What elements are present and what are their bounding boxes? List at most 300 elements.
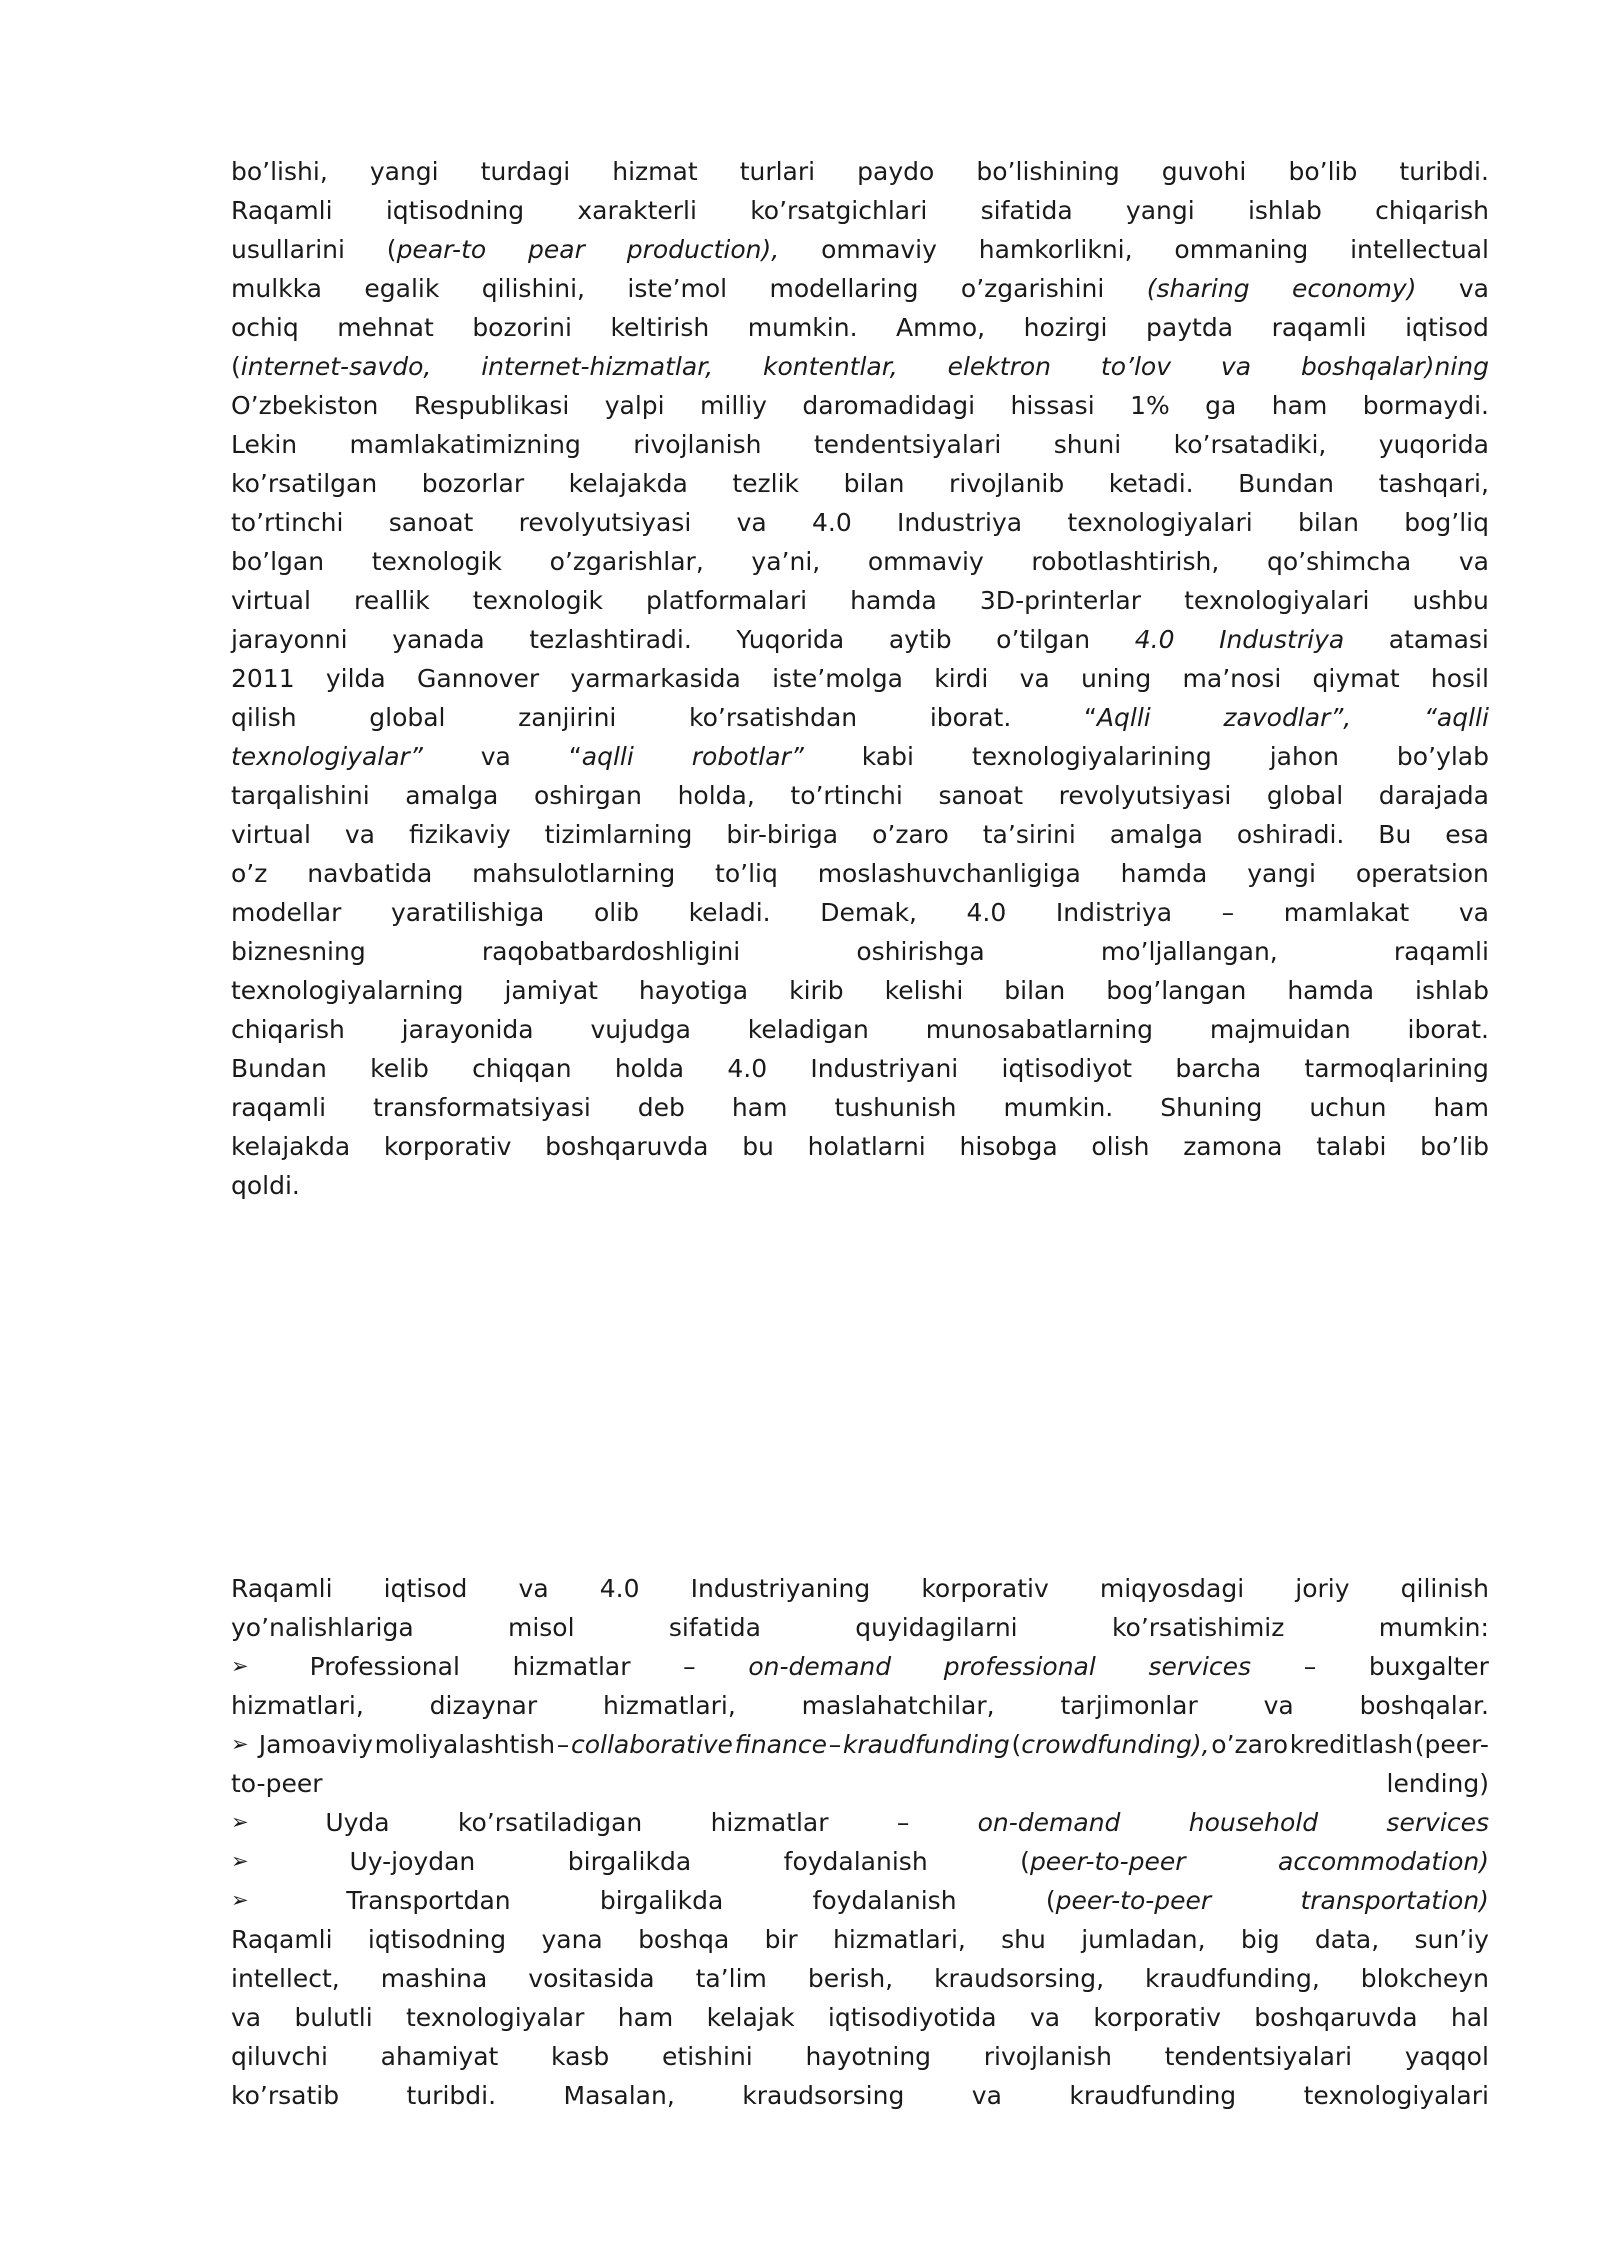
word: economy) — [1291, 274, 1417, 303]
word: iste’mol — [627, 274, 728, 303]
word: kraudfunding — [842, 1730, 1010, 1759]
word: (peer- — [1414, 1730, 1489, 1759]
word: yaqqol — [1404, 2042, 1489, 2071]
text-line — [231, 503, 1489, 542]
bullet-arrow-icon: ➢ — [231, 1888, 249, 1912]
word: yuqorida — [1378, 430, 1489, 459]
word: Industriyani — [810, 1054, 959, 1083]
word: yilda — [325, 664, 386, 693]
word: berish, — [807, 1964, 894, 1993]
word: ta’sirini — [982, 820, 1076, 849]
word: keladigan — [747, 1015, 869, 1044]
word: texnologiyalari — [1184, 586, 1370, 615]
word: bilan — [843, 469, 905, 498]
word: virtual — [231, 820, 311, 849]
word: 3D-printerlar — [979, 586, 1142, 615]
word: “aqlli — [568, 742, 634, 771]
word: 4.0 — [727, 1054, 768, 1083]
word: Raqamli — [231, 196, 333, 225]
text-line — [231, 1998, 1489, 2037]
word: Raqamli — [231, 1925, 333, 1954]
word: turdagi — [480, 157, 571, 186]
word: munosabatlarning — [925, 1015, 1154, 1044]
word: va — [1029, 2003, 1061, 2032]
word: 4.0 — [599, 1574, 640, 1603]
word: misol — [507, 1613, 575, 1642]
word: amalga — [405, 781, 499, 810]
word: tendentsiyalari — [813, 430, 1002, 459]
word: Masalan, — [563, 2081, 675, 2110]
word: hissasi — [1010, 391, 1095, 420]
word: Jamoaviy — [258, 1730, 373, 1759]
word: – — [683, 1652, 696, 1681]
word: qilishini, — [481, 274, 585, 303]
word: texnologik — [472, 586, 603, 615]
word: shu — [1001, 1925, 1046, 1954]
word: rivojlanish — [633, 430, 762, 459]
word: bo’lib — [1288, 157, 1358, 186]
word: keltirish — [610, 313, 710, 342]
word: boshqalar. — [1359, 1691, 1489, 1720]
word: yaratilishiga — [390, 898, 545, 927]
word: iste’molga — [772, 664, 903, 693]
word: iborat. — [1407, 1015, 1489, 1044]
word: va — [1220, 352, 1252, 381]
word: bilan — [1298, 508, 1359, 537]
word: texnologiyalari — [1067, 508, 1253, 537]
word: tezlik — [732, 469, 800, 498]
word: va — [1458, 274, 1489, 303]
word: (sharing — [1146, 274, 1250, 303]
word: qilish — [231, 703, 297, 732]
word: Ammo, — [896, 313, 986, 342]
text-line — [231, 269, 1489, 308]
word: jarayonida — [401, 1015, 534, 1044]
text-line — [231, 1049, 1489, 1088]
word: foydalanish — [783, 1847, 928, 1876]
word: ketadi. — [1108, 469, 1194, 498]
word: ko’rsatadiki, — [1173, 430, 1327, 459]
text-line — [231, 1608, 1489, 1647]
word: services — [1148, 1652, 1252, 1681]
word: turibdi. — [1399, 157, 1489, 186]
word: Shuning — [1160, 1093, 1263, 1122]
word: hal — [1450, 2003, 1489, 2032]
word: pear — [528, 235, 585, 264]
word: joriy — [1295, 1574, 1350, 1603]
word: mumkin: — [1378, 1613, 1489, 1642]
word: ya’ni, — [751, 547, 821, 576]
word: on-demand — [977, 1808, 1121, 1837]
word: mamlakatimizning — [349, 430, 581, 459]
word: ommaning — [1174, 235, 1309, 264]
word: zanjirini — [518, 703, 617, 732]
word: ham — [1271, 391, 1328, 420]
word: yangi — [1247, 859, 1316, 888]
word: texnologiyalari — [1303, 2081, 1489, 2110]
word: ma’nosi — [1182, 664, 1282, 693]
word: ochiq — [231, 313, 299, 342]
text-line — [231, 1569, 1489, 1608]
word: iqtisodiyotida — [827, 2003, 997, 2032]
word: korporativ — [383, 1132, 512, 1161]
word: bog’liq — [1404, 508, 1489, 537]
word: qoldi. — [231, 1171, 300, 1200]
word: kelib — [370, 1054, 429, 1083]
word: transformatsiyasi — [373, 1093, 591, 1122]
word: milliy — [700, 391, 767, 420]
word: qiymat — [1312, 664, 1400, 693]
word: iqtisodning — [367, 1925, 507, 1954]
word: mehnat — [337, 313, 434, 342]
word: platformalari — [646, 586, 808, 615]
word: mamlakat — [1283, 898, 1410, 927]
word: talabi — [1316, 1132, 1387, 1161]
word: mashina — [380, 1964, 488, 1993]
text-line — [231, 347, 1489, 386]
word: kirib — [789, 976, 844, 1005]
word: foydalanish — [812, 1886, 957, 1915]
word: ahamiyat — [380, 2042, 499, 2071]
word: to’rtinchi — [790, 781, 903, 810]
word: O’zbekiston — [231, 391, 379, 420]
word: iborat. — [929, 703, 1012, 732]
word: bo’lishi, — [231, 157, 328, 186]
text-line — [231, 971, 1489, 1010]
word: tashqari, — [1378, 469, 1489, 498]
word: revolyutsiyasi — [1058, 781, 1232, 810]
word: va — [736, 508, 767, 537]
word: sifatida — [668, 1613, 761, 1642]
word: holatlarni — [807, 1132, 926, 1161]
word: kasb — [551, 2042, 610, 2071]
word: bozorlar — [421, 469, 525, 498]
word: global — [369, 703, 446, 732]
word: Uy-joydan — [349, 1847, 476, 1876]
word: fizikaviy — [408, 820, 511, 849]
word: maslahatchilar, — [801, 1691, 995, 1720]
word: ko’rsatgichlari — [750, 196, 928, 225]
word: amalga — [1109, 820, 1203, 849]
word: hamda — [1120, 859, 1208, 888]
word: kirdi — [934, 664, 989, 693]
word: esa — [1445, 820, 1489, 849]
bullet-arrow-icon: ➢ — [231, 1654, 249, 1678]
word: tushunish — [834, 1093, 957, 1122]
paragraph-industry-examples — [231, 1569, 1489, 2115]
word: modellar — [231, 898, 342, 927]
word: hizmat — [612, 157, 698, 186]
word: Lekin — [231, 430, 298, 459]
word: va — [518, 1574, 549, 1603]
word: kreditlash — [1289, 1730, 1414, 1759]
word: ham — [617, 2003, 674, 2032]
word: Indistriya — [1055, 898, 1173, 927]
word: korporativ — [921, 1574, 1049, 1603]
word: boshqalar)ning — [1300, 352, 1489, 381]
word: barcha — [1175, 1054, 1262, 1083]
word: ko’rsatishimiz — [1111, 1613, 1285, 1642]
word: Industriya — [897, 508, 1023, 537]
word: mahsulotlarning — [472, 859, 676, 888]
word: darajada — [1378, 781, 1489, 810]
text-line — [231, 1764, 1489, 1803]
word: moliyalashtish — [374, 1730, 556, 1759]
word: qo’shimcha — [1266, 547, 1412, 576]
word: yarmarkasida — [570, 664, 741, 693]
text-line — [231, 698, 1489, 737]
word: navbatida — [307, 859, 433, 888]
word: tizimlarning — [544, 820, 693, 849]
word: robotlar” — [691, 742, 804, 771]
word: moslashuvchanligiga — [817, 859, 1081, 888]
word: Gannover — [417, 664, 540, 693]
word: olib — [593, 898, 639, 927]
word: tarjimonlar — [1060, 1691, 1198, 1720]
text-line — [231, 1725, 1489, 1764]
word: hizmatlar — [710, 1808, 829, 1837]
word: uchun — [1309, 1093, 1387, 1122]
word: 4.0 — [966, 898, 1007, 927]
word: kelishi — [884, 976, 964, 1005]
word: raqamli — [231, 1093, 327, 1122]
word: accommodation) — [1278, 1847, 1489, 1876]
word: birgalikda — [567, 1847, 692, 1876]
word: on-demand — [748, 1652, 892, 1681]
word: biznesning — [231, 937, 366, 966]
text-line — [231, 1803, 1489, 1842]
text-line — [231, 659, 1489, 698]
word: sifatida — [980, 196, 1073, 225]
word: raqamli — [1271, 313, 1367, 342]
word: miqyosdagi — [1099, 1574, 1245, 1603]
word: va — [231, 2003, 262, 2032]
word: yana — [541, 1925, 603, 1954]
word: (pear-to — [386, 235, 487, 264]
text-line — [231, 1010, 1489, 1049]
word: intellect, — [231, 1964, 340, 1993]
word: Respublikasi — [413, 391, 570, 420]
word: va — [1458, 898, 1489, 927]
word: yalpi — [604, 391, 665, 420]
text-line — [231, 1127, 1489, 1166]
word: collaborative — [571, 1730, 733, 1759]
text-line — [231, 230, 1489, 269]
text-line — [231, 776, 1489, 815]
word: – — [896, 1808, 910, 1837]
word: quyidagilarni — [855, 1613, 1018, 1642]
word: boshqa — [638, 1925, 730, 1954]
text-line — [231, 1842, 1489, 1881]
word: rivojlanib — [949, 469, 1065, 498]
word: texnologiyalar — [405, 2003, 585, 2032]
word: modellaring — [769, 274, 919, 303]
word: – — [1303, 1652, 1317, 1681]
text-line — [231, 191, 1489, 230]
word: zavodlar”, — [1223, 703, 1352, 732]
text-line — [231, 464, 1489, 503]
word: Yuqorida — [736, 625, 845, 654]
word: chiqqan — [472, 1054, 572, 1083]
word: virtual — [231, 586, 311, 615]
word: 4.0 — [1134, 625, 1175, 654]
word: yangi — [369, 157, 439, 186]
word: iqtisod — [1405, 313, 1489, 342]
word: holda, — [677, 781, 755, 810]
word: ishlab — [1415, 976, 1489, 1005]
word: – — [1221, 898, 1235, 927]
word: Raqamli — [231, 1574, 333, 1603]
word: transportation) — [1300, 1886, 1489, 1915]
word: va — [971, 2081, 1002, 2110]
text-line — [231, 1959, 1489, 1998]
word: kabi — [861, 742, 914, 771]
word: hisobga — [959, 1132, 1058, 1161]
word: bulutli — [294, 2003, 373, 2032]
word: iqtisod — [383, 1574, 468, 1603]
word: vujudga — [590, 1015, 691, 1044]
word: kelajakda — [568, 469, 688, 498]
word: jahon — [1269, 742, 1339, 771]
word: operatsion — [1355, 859, 1489, 888]
word: o’z — [231, 859, 268, 888]
word: hizmatlari, — [833, 1925, 966, 1954]
word: ko’rsatiladigan — [457, 1808, 643, 1837]
word: egalik — [364, 274, 440, 303]
word: texnologiyalar” — [231, 742, 423, 771]
word: kelajak — [706, 2003, 795, 2032]
word: turibdi. — [406, 2081, 497, 2110]
word: ushbu — [1412, 586, 1489, 615]
word: bo’lgan — [231, 547, 325, 576]
word: holda — [614, 1054, 685, 1083]
word: turlari — [739, 157, 816, 186]
bullet-arrow-icon: ➢ — [231, 1810, 249, 1834]
word: sanoat — [938, 781, 1024, 810]
word: qiluvchi — [231, 2042, 328, 2071]
word: yo’nalishlariga — [231, 1613, 414, 1642]
text-line — [231, 893, 1489, 932]
word: o’tilgan — [996, 625, 1091, 654]
word: reallik — [353, 586, 430, 615]
word: zamona — [1183, 1132, 1283, 1161]
word: usullarini — [231, 235, 345, 264]
word: finance — [734, 1730, 827, 1759]
word: – — [556, 1730, 570, 1759]
word: jumladan, — [1081, 1925, 1206, 1954]
word: Industriya — [1219, 625, 1345, 654]
text-line — [231, 2037, 1489, 2076]
word: blokcheyn — [1360, 1964, 1489, 1993]
word: elektron — [947, 352, 1051, 381]
word: 4.0 — [811, 508, 852, 537]
paragraph-digital-economy — [231, 152, 1489, 1205]
text-line — [231, 1920, 1489, 1959]
word: texnologik — [371, 547, 502, 576]
word: hizmatlari, — [602, 1691, 736, 1720]
word: robotlashtirish, — [1031, 547, 1220, 576]
word: oshirgan — [533, 781, 642, 810]
word: chiqarish — [231, 1015, 345, 1044]
word: bir-biriga — [726, 820, 839, 849]
word: uning — [1080, 664, 1152, 693]
word: o’zaro — [872, 820, 949, 849]
word: va — [1458, 547, 1489, 576]
word: aytib — [888, 625, 952, 654]
word: 1% — [1130, 391, 1170, 420]
word: deb — [637, 1093, 685, 1122]
word: oshiradi. — [1236, 820, 1345, 849]
word: mumkin. — [747, 313, 858, 342]
text-line — [231, 308, 1489, 347]
word: dizaynar — [429, 1691, 538, 1720]
word: boshqaruvda — [1254, 2003, 1418, 2032]
word: data, — [1314, 1925, 1380, 1954]
word: to’lov — [1100, 352, 1171, 381]
word: bo’ylab — [1396, 742, 1489, 771]
word: services — [1386, 1808, 1489, 1837]
word: hamda — [1287, 976, 1375, 1005]
text-line — [231, 1647, 1489, 1686]
text-line — [231, 854, 1489, 893]
word: kontentlar, — [763, 352, 898, 381]
word: atamasi — [1388, 625, 1489, 654]
word: Professional — [309, 1652, 460, 1681]
word: Bundan — [231, 1054, 327, 1083]
word: sun’iy — [1414, 1925, 1489, 1954]
word: Industriyaning — [690, 1574, 871, 1603]
word: revolyutsiyasi — [518, 508, 692, 537]
word: 2011 — [231, 664, 295, 693]
word: kraudfunding, — [1145, 1964, 1320, 1993]
word: boshqaruvda — [545, 1132, 709, 1161]
word: kelajakda — [231, 1132, 351, 1161]
word: lending) — [1386, 1769, 1489, 1798]
word: vositasida — [528, 1964, 655, 1993]
word: mulkka — [231, 274, 322, 303]
text-line — [231, 1686, 1489, 1725]
word: ham — [1433, 1093, 1489, 1122]
word: hamkorlikni, — [978, 235, 1133, 264]
word: ommaviy — [821, 235, 937, 264]
word: etishini — [662, 2042, 753, 2071]
word: “Aqlli — [1083, 703, 1151, 732]
word: jamiyat — [504, 976, 598, 1005]
word: tezlashtiradi. — [529, 625, 692, 654]
word: birgalikda — [599, 1886, 724, 1915]
word: global — [1266, 781, 1344, 810]
word: kraudsorsing, — [934, 1964, 1105, 1993]
word: majmuidan — [1209, 1015, 1351, 1044]
word: olish — [1091, 1132, 1150, 1161]
word: hayotiga — [638, 976, 749, 1005]
word: Bu — [1378, 820, 1412, 849]
word: paytda — [1146, 313, 1234, 342]
word: iqtisodiyot — [1001, 1054, 1133, 1083]
text-line — [231, 620, 1489, 659]
word: Uyda — [325, 1808, 390, 1837]
word: va — [344, 820, 376, 849]
word: paydo — [857, 157, 935, 186]
word: professional — [943, 1652, 1096, 1681]
word: va — [1019, 664, 1050, 693]
text-line — [231, 1881, 1489, 1920]
word: va — [480, 742, 511, 771]
word: yanada — [392, 625, 485, 654]
word: hosil — [1430, 664, 1489, 693]
word: rivojlanish — [983, 2042, 1112, 2071]
text-line — [231, 1088, 1489, 1127]
